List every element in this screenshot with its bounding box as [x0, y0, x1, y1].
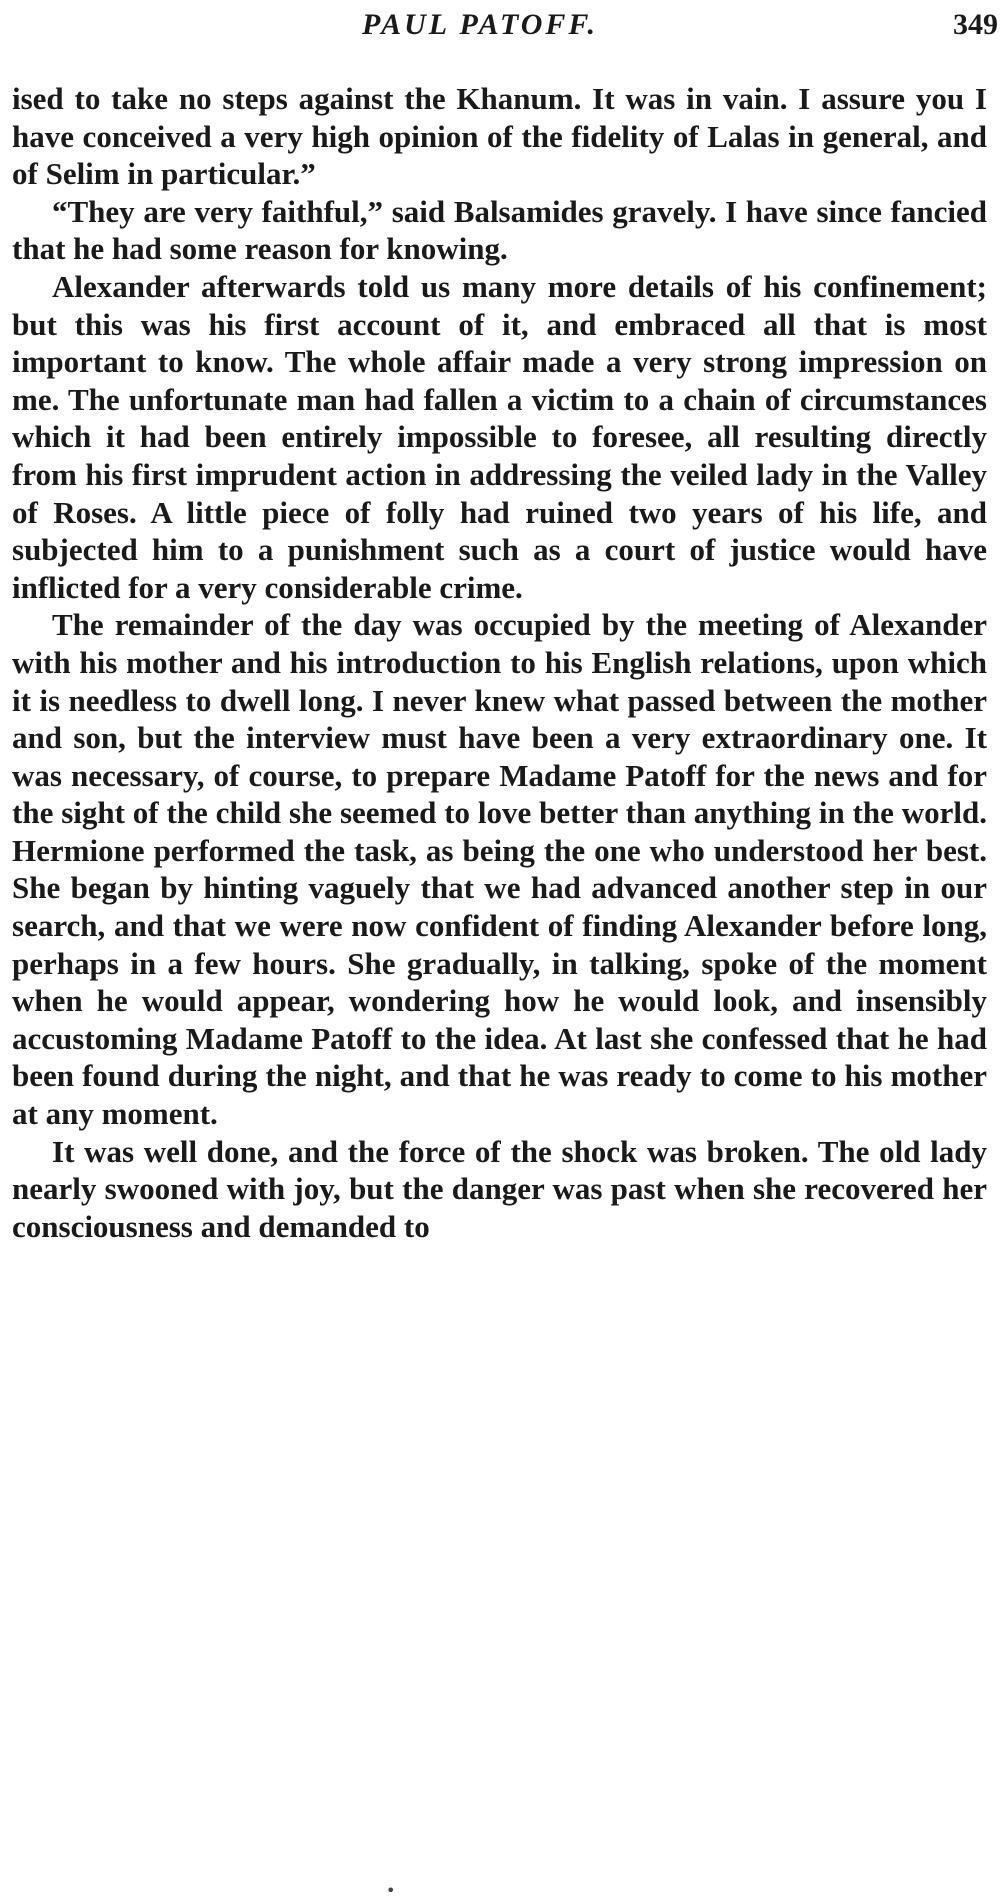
- paragraph-3: Alexander afterwards told us many more details of his confinement; but this was his first account of it, and embraced all that is most important to know. The whole affair made a very strong impression on me. The unfortunate man had fallen a victim to a chain of circumstances which it had been entirely impossible to foresee, all resulting directly from his first imprudent action in addressing the veiled lady in the Valley of Roses. A little piece of folly had ruined two years of his life, and subjected him to a punishment such as a court of justice would have inflicted for a very considerable crime.: [12, 268, 987, 605]
- body-text: [12, 80, 987, 1245]
- footer-mark: •: [386, 1881, 396, 1900]
- page-header: [12, 4, 998, 56]
- paragraph-2: “They are very faithful,” said Balsamides gravely. I have since fancied that he had some reason for knowing.: [12, 193, 987, 267]
- paragraph-4: The remainder of the day was occupied by the meeting of Alexander with his mother and his introduction to his English relations, upon which it is needless to dwell long. I never knew what passed between the mother and son, but the interview must have been a very extraordinary one. It was necessary, of course, to prepare Madame Patoff for the news and for the sight of the child she seemed to love better than anything in the world. Hermione performed the task, as being the one who understood her best. She began by hinting vaguely that we had advanced another step in our search, and that we were now confident of finding Alexander before long, perhaps in a few hours. She gradually, in talking, spoke of the moment when he would appear, wondering how he would look, and insensibly accustoming Madame Patoff to the idea. At last she confessed that he had been found during the night, and that he was ready to come to his mother at any moment.: [12, 607, 987, 1132]
- paragraph-1: ised to take no steps against the Khanum. It was in vain. I assure you I have conceived a very high opinion of the fidelity of Lalas in general, and of Selim in particular.”: [12, 81, 987, 192]
- running-title: PAUL PATOFF.: [362, 8, 599, 41]
- paragraph-5: It was well done, and the force of the shock was broken. The old lady nearly swooned with joy, but the danger was past when she recovered her consciousness and demanded to: [12, 1133, 987, 1244]
- page-number: 349: [953, 8, 998, 41]
- book-page: [12, 0, 998, 1899]
